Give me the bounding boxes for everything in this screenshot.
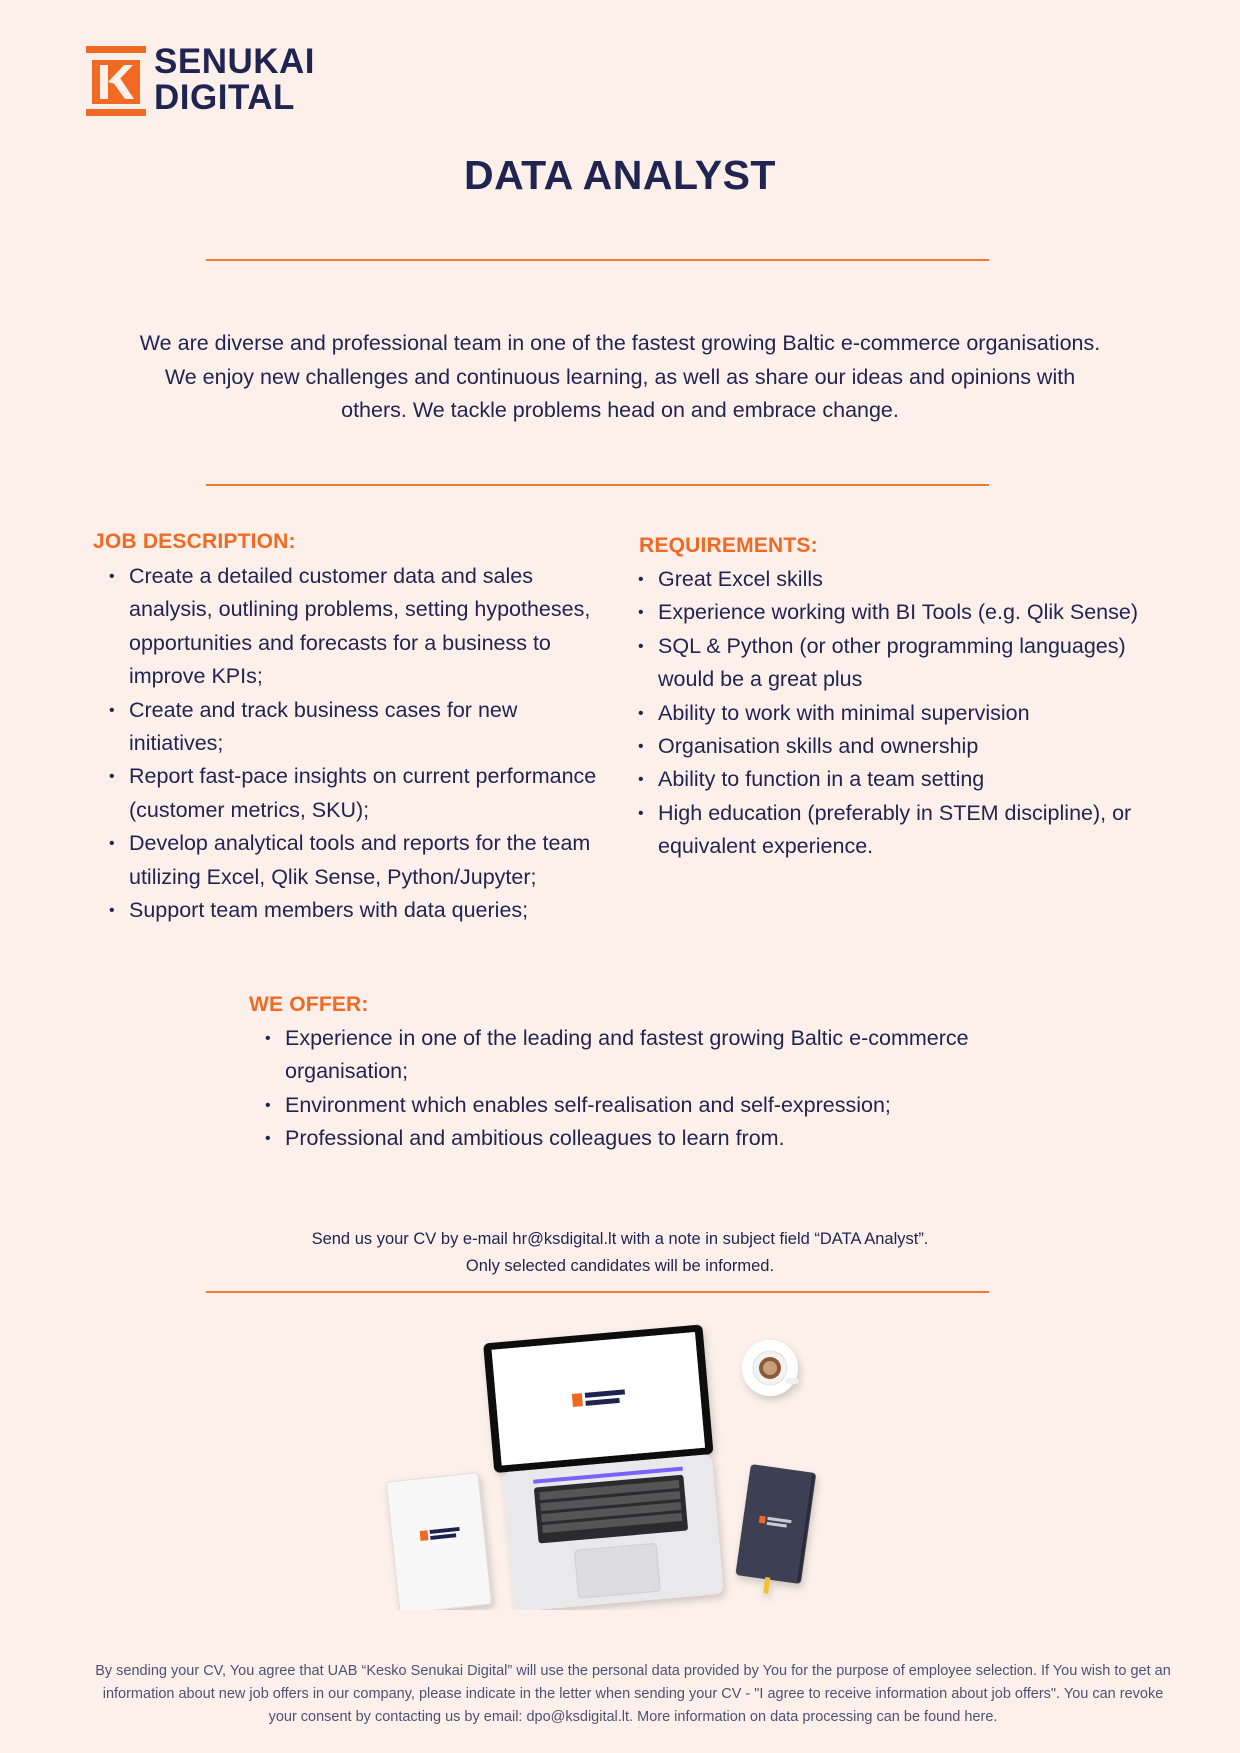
coffee-cup-illustration (742, 1340, 799, 1396)
divider-middle (206, 484, 989, 486)
list-item: • Great Excel skills (622, 563, 1162, 596)
we-offer-list (249, 1022, 1009, 1156)
list-item: • Experience in one of the leading and fastest growing Baltic e-commerce organisation; (249, 1022, 1009, 1089)
list-item: • SQL & Python (or other programming languages) would be a great plus (622, 630, 1162, 697)
list-item: • High education (preferably in STEM discipline), or equivalent experience. (622, 797, 1162, 864)
page-title: DATA ANALYST (464, 152, 776, 198)
list-item: • Create a detailed customer data and sales analysis, outlining problems, setting hypotheses, opportunities and forecasts for a business to improve KPIs; (93, 560, 613, 694)
privacy-notice: By sending your CV, You agree that UAB “Kesko Senukai Digital” will use the personal data provided by You for the purpose of employee selection. If You wish to get an information about new job offers in our company, please indicate in the letter when sending your CV - "I agree to receive information about job offers". You can revoke your consent by contacting us by email: dpo@ksdigital.lt. More information on data processing can be found here. (95, 1663, 1171, 1725)
cta-line-1: Send us your CV by e-mail hr@ksdigital.lt with a note in subject field “DATA Analyst”. (311, 1230, 929, 1248)
list-item: • Report fast-pace insights on current performance (customer metrics, SKU); (93, 760, 613, 827)
list-item: • Organisation skills and ownership (622, 730, 1162, 763)
laptop-illustration (483, 1324, 726, 1610)
list-item: • Ability to function in a team setting (622, 763, 1162, 796)
logo-line-2: DIGITAL (154, 78, 295, 117)
list-item: • Support team members with data queries; (93, 894, 613, 927)
list-item: • Create and track business cases for new initiatives; (93, 694, 613, 761)
workspace-illustration (380, 1320, 860, 1610)
list-item: • Develop analytical tools and reports for the team utilizing Excel, Qlik Sense, Python/Jupyter; (93, 827, 613, 894)
logo-k-mark (86, 46, 146, 116)
logo-line-1: SENUKAI (154, 42, 316, 81)
list-item: • Environment which enables self-realisation and self-expression; (249, 1089, 1009, 1122)
job-description-heading: JOB DESCRIPTION: (93, 530, 296, 553)
requirements-heading: REQUIREMENTS: (639, 534, 818, 557)
notebook-dark-illustration (733, 1464, 816, 1598)
requirements-list (622, 563, 1162, 864)
application-instructions (0, 1226, 1240, 1280)
we-offer-heading: WE OFFER: (249, 993, 369, 1016)
notebook-white-illustration (386, 1473, 491, 1610)
job-description-list (93, 560, 613, 927)
cta-line-2: Only selected candidates will be informed. (465, 1257, 775, 1275)
divider-bottom (206, 1291, 989, 1293)
divider-top (206, 259, 989, 261)
intro-paragraph: We are diverse and professional team in one of the fastest growing Baltic e-commerce organisations. We enjoy new challenges and continuous learning, as well as share our ideas and opinions with others. We tackle problems head on and embrace change. (139, 331, 1101, 422)
list-item: • Experience working with BI Tools (e.g. Qlik Sense) (622, 596, 1162, 629)
list-item: • Ability to work with minimal supervision (622, 697, 1162, 730)
senukai-digital-logo (86, 42, 346, 120)
logo-wordmark (154, 44, 315, 116)
list-item: • Professional and ambitious colleagues to learn from. (249, 1122, 1009, 1155)
